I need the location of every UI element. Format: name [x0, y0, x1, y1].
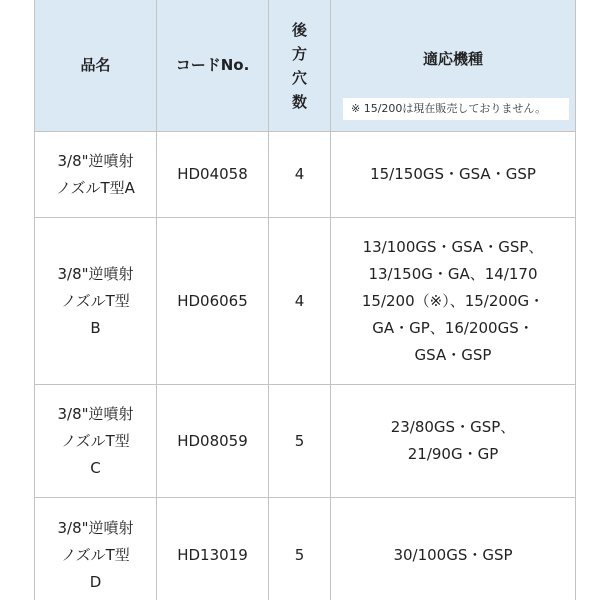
discontinued-note: ※ 15/200は現在販売しておりません。: [343, 98, 569, 120]
hole-count-cell: 4: [269, 132, 331, 218]
product-name-line: ノズルT型A: [56, 178, 135, 197]
table-row: [35, 385, 576, 498]
hole-count-cell: 4: [269, 218, 331, 385]
header-rear-hole-count: [269, 0, 331, 132]
model-line: 15/150GS・GSA・GSP: [370, 165, 536, 183]
product-name-line: 3/8"逆噴射: [57, 518, 134, 537]
product-name-cell: [35, 498, 157, 600]
model-line: 15/200（※）、15/200G・: [361, 291, 545, 310]
nozzle-spec-table: [34, 0, 576, 600]
model-line: GSA・GSP: [414, 345, 492, 364]
header-rear-hole-char: 数: [291, 92, 307, 111]
table-row: [35, 132, 576, 218]
hole-count-cell: 5: [269, 385, 331, 498]
code-cell: HD04058: [157, 132, 269, 218]
model-line: 21/90G・GP: [407, 445, 499, 463]
product-name-line: ノズルT型: [61, 291, 130, 310]
hole-count-cell: 5: [269, 498, 331, 600]
models-cell: [331, 132, 576, 218]
models-cell: [331, 498, 576, 600]
model-line: 13/100GS・GSA・GSP、: [362, 237, 544, 256]
product-name-line: 3/8"逆噴射: [57, 404, 134, 423]
product-name-line: 3/8"逆噴射: [57, 151, 134, 170]
product-name-cell: [35, 218, 157, 385]
model-line: 30/100GS・GSP: [393, 545, 513, 564]
model-line: 13/150G・GA、14/170: [368, 264, 538, 283]
code-cell: HD06065: [157, 218, 269, 385]
header-compatible-models: [331, 0, 576, 132]
code-cell: HD13019: [157, 498, 269, 600]
header-compatible-models-title: 適応機種: [422, 49, 483, 68]
header-rear-hole-char: 方: [291, 44, 307, 63]
product-name-cell: [35, 132, 157, 218]
code-cell: HD08059: [157, 385, 269, 498]
header-code-no: コードNo.: [157, 0, 269, 132]
header-rear-hole-char: 穴: [291, 68, 307, 87]
header-rear-hole-char: 後: [291, 20, 307, 39]
product-name-line: 3/8"逆噴射: [57, 264, 134, 283]
product-name-line: ノズルT型: [61, 431, 130, 450]
table-row: [35, 218, 576, 385]
product-name-line: ノズルT型: [61, 545, 130, 564]
model-line: 23/80GS・GSP、: [390, 418, 516, 436]
models-cell: [331, 218, 576, 385]
product-name-line: D: [89, 572, 102, 591]
product-name-cell: [35, 385, 157, 498]
product-name-line: B: [90, 318, 101, 337]
models-cell: [331, 385, 576, 498]
table-row: [35, 498, 576, 600]
product-name-line: C: [90, 458, 101, 477]
model-line: GA・GP、16/200GS・: [372, 318, 534, 337]
header-product-name: 品名: [35, 0, 157, 132]
table-header-row: [35, 0, 576, 132]
